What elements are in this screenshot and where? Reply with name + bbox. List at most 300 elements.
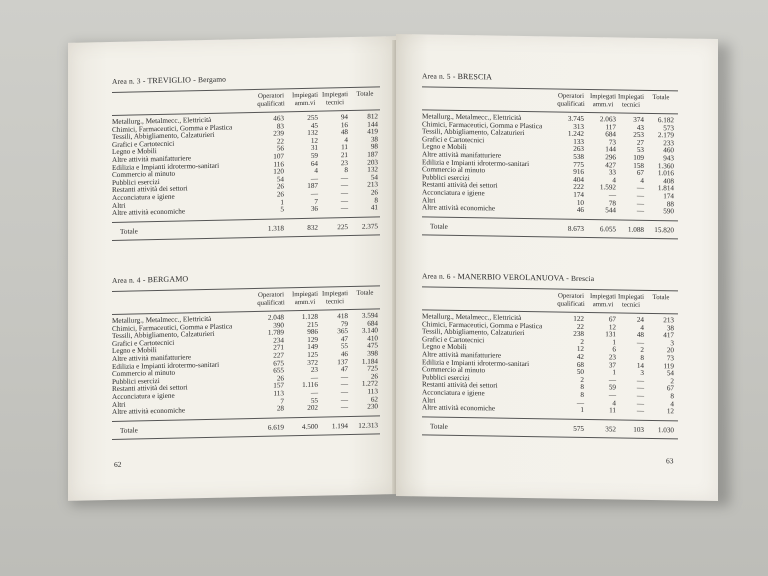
- row-value: 1.592: [599, 183, 616, 192]
- area-name: MANERBIO VEROLANUOVA: [457, 271, 564, 283]
- row-value: 573: [663, 123, 674, 132]
- row-value: 725: [367, 364, 378, 373]
- row-value: —: [340, 181, 348, 190]
- total-value: 4.500: [301, 422, 318, 431]
- row-value: 213: [663, 316, 674, 325]
- row-label: Tessili, Abbigliamento, Calzaturieri: [422, 327, 525, 338]
- row-value: 54: [666, 369, 674, 378]
- row-label: Restanti attività dei settori: [422, 380, 498, 390]
- row-value: 1.016: [657, 169, 674, 178]
- row-value: 4: [640, 176, 644, 185]
- row-value: 113: [367, 387, 378, 396]
- row-value: 1.242: [567, 129, 584, 139]
- row-value: 187: [367, 150, 378, 159]
- row-value: 538: [573, 152, 584, 161]
- row-label: Edilizia e Impianti idrotermo-sanitari: [112, 161, 220, 172]
- row-value: 296: [605, 153, 616, 162]
- row-value: 68: [576, 360, 584, 369]
- area-label: Area n. 6: [422, 271, 451, 281]
- row-value: 365: [337, 327, 348, 336]
- row-value: —: [340, 372, 348, 381]
- row-value: —: [340, 204, 348, 213]
- row-value: 83: [276, 121, 284, 131]
- row-value: 3.745: [567, 114, 584, 123]
- row-value: 460: [663, 146, 674, 155]
- row-label: Chimici, Farmaceutici, Gomma e Plastica: [112, 322, 233, 333]
- row-value: 113: [273, 389, 284, 398]
- row-value: 8: [640, 353, 644, 362]
- row-value: 26: [276, 374, 284, 383]
- row-value: 24: [636, 315, 644, 324]
- row-value: 4: [344, 135, 348, 144]
- row-value: —: [608, 391, 616, 400]
- total-row: [112, 419, 380, 439]
- row-value: 427: [605, 160, 616, 170]
- total-value: 832: [307, 223, 318, 232]
- row-value: 916: [573, 167, 584, 177]
- row-value: 2.179: [657, 131, 674, 140]
- row-label: Tessili, Abbigliamento, Calzaturieri: [112, 330, 215, 341]
- area-3-table: [112, 72, 380, 240]
- row-value: —: [636, 199, 644, 208]
- row-value: 46: [340, 350, 348, 359]
- row-label: Legno e Mobili: [422, 342, 467, 352]
- row-value: 1: [612, 368, 616, 377]
- row-value: 222: [573, 183, 584, 192]
- row-value: 8: [670, 392, 674, 401]
- row-label: Altre attività economiche: [112, 406, 186, 417]
- column-header: Impiegati tecnici: [321, 290, 349, 306]
- row-value: 21: [340, 151, 348, 160]
- row-value: 22: [276, 137, 284, 146]
- section-title: Area n. 5 - BRESCIA: [422, 71, 493, 82]
- row-label: Commercio al minuto: [422, 165, 486, 175]
- row-value: —: [340, 173, 348, 182]
- column-headers: [422, 287, 678, 313]
- row-value: 12: [608, 322, 616, 332]
- row-label: Metallurg., Metalmecc., Elettricità: [112, 314, 212, 325]
- row-value: 45: [310, 121, 318, 130]
- row-value: 132: [307, 128, 318, 138]
- row-value: 215: [307, 320, 318, 329]
- row-value: 59: [608, 383, 616, 392]
- row-value: —: [636, 191, 644, 200]
- total-value: 103: [633, 425, 644, 434]
- row-value: 7: [314, 197, 318, 206]
- row-label: Commercio al minuto: [112, 368, 176, 379]
- column-header: Impiegati amm.vi: [291, 91, 319, 108]
- row-value: 5: [280, 205, 284, 214]
- row-value: 7: [280, 396, 284, 405]
- row-value: —: [340, 387, 348, 397]
- row-value: 398: [367, 349, 378, 358]
- row-value: —: [636, 406, 644, 416]
- row-label: Pubblici esercizi: [112, 177, 160, 187]
- row-value: —: [636, 206, 644, 216]
- row-value: 149: [307, 343, 318, 352]
- row-value: 43: [636, 123, 644, 132]
- row-value: 203: [367, 157, 378, 167]
- row-value: 109: [633, 153, 644, 162]
- row-value: 8: [374, 195, 378, 205]
- row-value: 55: [340, 342, 348, 351]
- area-6-table: [422, 272, 678, 439]
- row-value: 8: [344, 166, 348, 175]
- column-header: Totale: [356, 90, 374, 98]
- row-label: Pubblici esercizi: [112, 376, 160, 386]
- row-value: —: [340, 395, 348, 404]
- row-value: 47: [340, 334, 348, 343]
- row-value: 812: [367, 112, 378, 121]
- row-value: 56: [276, 144, 284, 153]
- row-label: Restanti attività dei settori: [112, 184, 188, 195]
- row-value: 53: [636, 146, 644, 155]
- row-label: Acconciatura e igiene: [112, 391, 175, 401]
- row-value: 10: [576, 198, 584, 207]
- row-value: —: [310, 174, 318, 183]
- row-label: Altre attività manifatturiere: [422, 150, 502, 160]
- row-label: Altre attività economiche: [422, 403, 496, 413]
- row-value: 1.128: [301, 312, 318, 322]
- row-value: 544: [605, 206, 616, 215]
- column-header: Totale: [652, 94, 670, 102]
- row-label: Tessili, Abbigliamento, Calzaturieri: [112, 131, 215, 142]
- row-value: 125: [307, 350, 318, 359]
- row-value: 313: [573, 122, 584, 131]
- row-value: 1.360: [657, 161, 674, 170]
- row-value: 8: [580, 390, 584, 399]
- row-value: 16: [340, 120, 348, 129]
- area-label: Area n. 4: [112, 275, 141, 285]
- row-value: 47: [340, 365, 348, 374]
- row-label: Altre attività manifatturiere: [112, 154, 192, 164]
- total-value: 15.820: [654, 225, 674, 235]
- row-value: —: [636, 399, 644, 408]
- column-header: Impiegati amm.vi: [291, 290, 319, 307]
- row-value: 26: [370, 372, 378, 381]
- column-header: Operatori qualificati: [257, 92, 285, 108]
- column-header: Impiegati tecnici: [617, 293, 645, 309]
- row-value: 67: [666, 384, 674, 393]
- row-label: Altri: [422, 195, 436, 205]
- row-value: 11: [609, 406, 616, 415]
- row-value: 2: [640, 346, 644, 355]
- table-row: [422, 405, 678, 417]
- total-value: 225: [337, 222, 348, 231]
- row-value: 230: [367, 402, 378, 411]
- row-value: 117: [605, 122, 616, 132]
- total-label: Totale: [120, 227, 138, 236]
- row-value: 174: [573, 190, 584, 199]
- row-value: —: [340, 403, 348, 412]
- row-value: 20: [666, 346, 674, 355]
- row-label: Legno e Mobili: [112, 147, 157, 157]
- area-name: BERGAMO: [147, 274, 189, 285]
- row-value: 655: [273, 366, 284, 375]
- row-label: Legno e Mobili: [112, 346, 157, 356]
- row-value: 404: [573, 175, 584, 184]
- row-value: 50: [576, 367, 584, 377]
- row-value: 11: [341, 143, 348, 152]
- row-value: 122: [573, 314, 584, 323]
- row-value: 38: [370, 135, 378, 144]
- column-header: Impiegati amm.vi: [589, 293, 617, 309]
- total-value: 6.055: [599, 224, 616, 234]
- total-label: Totale: [430, 422, 448, 431]
- row-value: 64: [310, 159, 318, 168]
- total-value: 1.194: [331, 421, 348, 431]
- row-label: Altri: [112, 201, 126, 210]
- row-label: Metallurg., Metalmecc., Elettricità: [422, 112, 522, 122]
- row-label: Commercio al minuto: [112, 169, 176, 180]
- row-value: 174: [663, 192, 674, 201]
- row-value: —: [340, 380, 348, 389]
- row-value: —: [310, 189, 318, 198]
- row-value: —: [310, 388, 318, 397]
- row-value: 37: [608, 360, 616, 370]
- row-value: 6.182: [657, 116, 674, 125]
- row-value: 4: [640, 323, 644, 332]
- row-value: 14: [636, 361, 644, 370]
- total-value: 1.030: [657, 425, 674, 435]
- row-value: 78: [608, 198, 616, 207]
- row-label: Grafici e Cartotecnici: [112, 139, 175, 149]
- row-value: 3.594: [361, 311, 378, 320]
- row-label: Metallurg., Metalmecc., Elettricità: [422, 312, 522, 322]
- row-value: 986: [307, 327, 318, 337]
- row-label: Tessili, Abbigliamento, Calzaturieri: [422, 127, 525, 138]
- row-value: 62: [370, 394, 378, 404]
- row-value: 408: [663, 176, 674, 186]
- row-value: —: [636, 338, 644, 347]
- row-label: Grafici e Cartotecnici: [422, 335, 485, 345]
- row-value: 79: [340, 319, 348, 328]
- area-4-table: [112, 271, 380, 439]
- row-value: —: [340, 196, 348, 205]
- column-header: Impiegati tecnici: [617, 93, 645, 109]
- area-province: Brescia: [570, 273, 595, 284]
- row-value: 8: [580, 383, 584, 392]
- row-value: 410: [367, 334, 378, 343]
- row-value: 132: [367, 165, 378, 174]
- row-value: 48: [636, 330, 644, 340]
- row-value: 3: [640, 368, 644, 378]
- row-value: 2.048: [267, 313, 284, 322]
- area-name: TREVIGLIO: [147, 75, 191, 86]
- table-row: [422, 205, 678, 217]
- row-value: 157: [273, 381, 284, 390]
- row-value: 67: [608, 315, 616, 324]
- row-value: 234: [273, 336, 284, 345]
- row-value: 119: [663, 361, 674, 370]
- row-value: 23: [310, 365, 318, 374]
- row-label: Restanti attività dei settori: [112, 383, 188, 394]
- left-page: [68, 36, 398, 501]
- row-value: 2: [670, 377, 674, 386]
- row-label: Acconciatura e igiene: [422, 188, 485, 198]
- row-label: Edilizia e Impianti idrotermo-sanitari: [112, 360, 220, 371]
- area-name: BRESCIA: [457, 71, 493, 82]
- row-value: 233: [663, 138, 674, 148]
- row-value: 6: [612, 345, 616, 354]
- row-value: 67: [636, 168, 644, 178]
- row-value: —: [340, 188, 348, 198]
- row-value: 253: [633, 130, 644, 140]
- row-value: 28: [276, 404, 284, 413]
- row-value: 23: [608, 353, 616, 362]
- row-value: 372: [307, 358, 318, 367]
- total-value: 352: [605, 425, 616, 434]
- row-value: 590: [663, 207, 674, 216]
- row-value: 1: [580, 406, 584, 415]
- area-label: Area n. 3: [112, 76, 141, 86]
- column-header: Operatori qualificati: [557, 292, 585, 308]
- total-label: Totale: [120, 426, 138, 435]
- row-label: Altre attività manifatturiere: [422, 350, 502, 360]
- row-value: 202: [307, 403, 318, 413]
- row-value: 374: [633, 115, 644, 124]
- column-header: Totale: [356, 289, 374, 297]
- row-label: Grafici e Cartotecnici: [422, 135, 485, 145]
- row-value: 2.063: [599, 115, 616, 124]
- section-title: Area n. 3 - TREVIGLIO - Bergamo: [112, 74, 227, 86]
- row-value: —: [608, 191, 616, 200]
- area-province: Bergamo: [197, 74, 227, 85]
- row-label: Pubblici esercizi: [422, 173, 470, 182]
- row-value: 41: [370, 203, 378, 212]
- row-value: 144: [605, 145, 616, 154]
- area-5-table: [422, 72, 678, 239]
- row-value: 144: [367, 120, 378, 129]
- row-label: Acconciatura e igiene: [112, 192, 175, 202]
- row-label: Commercio al minuto: [422, 365, 486, 375]
- row-value: 38: [666, 323, 674, 332]
- row-value: —: [636, 391, 644, 400]
- row-value: 418: [337, 312, 348, 321]
- row-value: 475: [367, 341, 378, 351]
- row-value: 187: [307, 182, 318, 191]
- row-value: 31: [310, 144, 318, 153]
- row-value: 3.140: [361, 326, 378, 335]
- row-value: 98: [370, 142, 378, 151]
- row-value: 116: [273, 159, 284, 169]
- row-value: 46: [576, 205, 584, 215]
- row-value: 1.272: [361, 379, 378, 389]
- row-label: Acconciatura e igiene: [422, 388, 485, 398]
- row-value: 59: [310, 151, 318, 160]
- row-value: —: [636, 184, 644, 193]
- row-value: 22: [576, 322, 584, 331]
- total-value: 575: [573, 424, 584, 433]
- row-label: Altre attività economiche: [422, 203, 496, 213]
- row-value: 88: [666, 199, 674, 208]
- row-value: 73: [666, 354, 674, 363]
- row-value: 33: [608, 168, 616, 177]
- row-value: 107: [273, 152, 284, 161]
- row-value: 2: [580, 375, 584, 384]
- row-value: 684: [367, 319, 378, 328]
- total-value: 6.619: [267, 423, 284, 432]
- row-value: 12: [310, 136, 318, 145]
- row-value: 27: [636, 138, 644, 147]
- total-label: Totale: [430, 222, 448, 231]
- row-label: Altre attività economiche: [112, 207, 186, 218]
- row-value: 42: [576, 352, 584, 361]
- row-value: 2: [580, 337, 584, 346]
- row-value: 4: [670, 399, 674, 408]
- row-label: Altri: [422, 395, 436, 405]
- area-label: Area n. 5: [422, 71, 451, 81]
- row-label: Edilizia e Impianti idrotermo-sanitari: [422, 357, 530, 368]
- row-value: 12: [576, 345, 584, 354]
- right-page: [396, 34, 718, 501]
- row-value: 23: [340, 158, 348, 167]
- total-value: 1.318: [267, 224, 284, 233]
- row-value: 943: [663, 154, 674, 163]
- column-header: Impiegati tecnici: [321, 91, 349, 107]
- row-value: 158: [633, 161, 644, 170]
- row-value: 73: [608, 138, 616, 147]
- row-value: 255: [307, 113, 318, 122]
- total-row: [112, 220, 380, 240]
- row-value: 133: [573, 137, 584, 146]
- row-value: 1: [612, 338, 616, 347]
- column-header: Impiegati amm.vi: [589, 93, 617, 109]
- row-value: 54: [370, 173, 378, 182]
- row-value: 137: [337, 357, 348, 366]
- row-label: Metallurg., Metalmecc., Elettricità: [112, 115, 212, 126]
- row-value: 1.789: [267, 328, 284, 337]
- row-value: 775: [573, 160, 584, 169]
- row-label: Legno e Mobili: [422, 142, 467, 152]
- column-headers: [422, 87, 678, 113]
- row-value: 36: [310, 204, 318, 213]
- column-header: Operatori qualificati: [257, 291, 285, 307]
- row-value: 4: [612, 176, 616, 185]
- page-number-right: 63: [666, 456, 674, 466]
- row-value: 1.116: [302, 381, 318, 390]
- column-header: Operatori qualificati: [557, 92, 585, 108]
- row-label: Chimici, Farmaceutici, Gomma e Plastica: [422, 320, 543, 330]
- row-value: 48: [340, 128, 348, 137]
- row-label: Chimici, Farmaceutici, Gomma e Plastica: [422, 120, 543, 130]
- row-label: Restanti attività dei settori: [422, 180, 498, 190]
- row-value: 390: [273, 320, 284, 330]
- row-value: 675: [273, 358, 284, 368]
- total-value: 1.088: [627, 225, 644, 234]
- row-value: 271: [273, 343, 284, 352]
- section-title: Area n. 4 - BERGAMO: [112, 274, 189, 285]
- row-value: 120: [273, 167, 284, 176]
- row-value: —: [608, 376, 616, 385]
- row-value: 55: [310, 396, 318, 405]
- row-value: 129: [307, 335, 318, 344]
- row-value: 263: [573, 145, 584, 154]
- row-value: —: [636, 384, 644, 393]
- row-value: 463: [273, 114, 284, 123]
- row-value: —: [576, 398, 584, 407]
- row-value: —: [310, 373, 318, 382]
- row-value: 4: [314, 166, 318, 175]
- row-label: Edilizia e Impianti idrotermo-sanitari: [422, 157, 530, 168]
- row-value: 4: [612, 398, 616, 407]
- row-value: 1.184: [361, 356, 378, 366]
- row-value: 26: [370, 188, 378, 197]
- row-value: 417: [663, 331, 674, 340]
- row-value: 12: [666, 407, 674, 416]
- row-value: 684: [605, 130, 616, 139]
- column-header: Totale: [652, 294, 670, 302]
